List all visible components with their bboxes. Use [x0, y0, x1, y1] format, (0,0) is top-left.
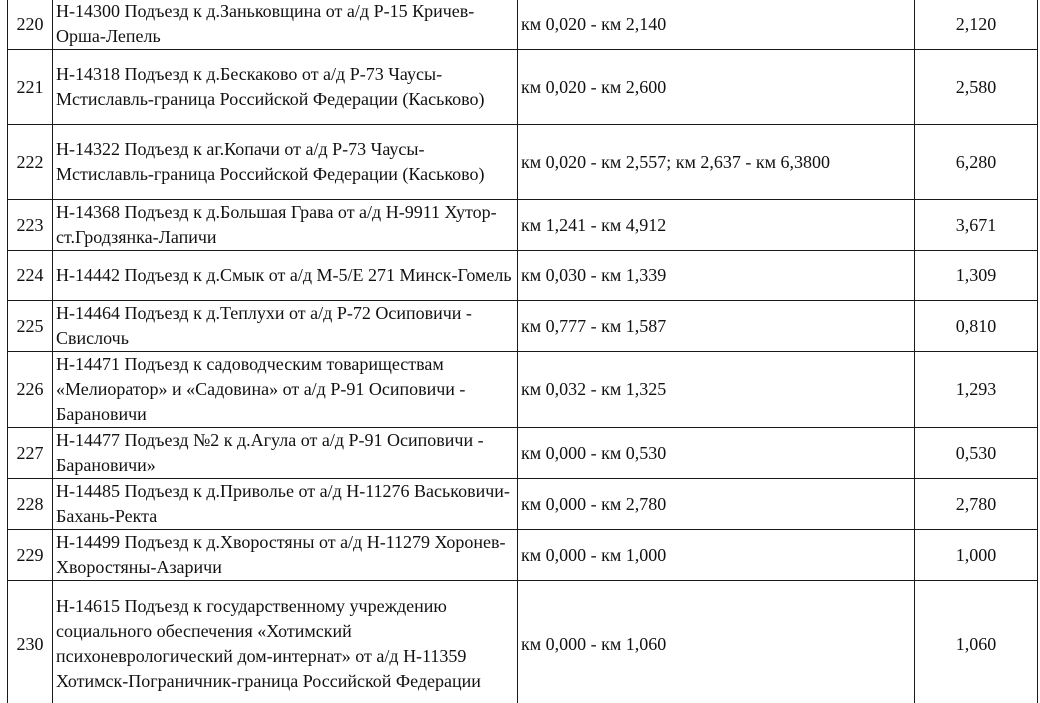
row-number: 222 — [8, 125, 53, 200]
road-length: 1,060 — [915, 581, 1038, 703]
table-row — [8, 428, 1038, 479]
table-row — [8, 479, 1038, 530]
road-length: 3,671 — [915, 200, 1038, 251]
table-row — [8, 251, 1038, 301]
road-name: Н-14300 Подъезд к д.Заньковщина от а/д Р-15 Кричев-Орша-Лепель — [53, 0, 518, 50]
km-range: км 0,777 - км 1,587 — [518, 301, 915, 352]
table-row — [8, 581, 1038, 703]
table-row — [8, 0, 1038, 50]
road-length: 0,530 — [915, 428, 1038, 479]
road-length: 1,309 — [915, 251, 1038, 301]
km-range: км 0,032 - км 1,325 — [518, 352, 915, 428]
road-length: 2,780 — [915, 479, 1038, 530]
roads-table-body — [8, 0, 1038, 703]
road-length: 1,000 — [915, 530, 1038, 581]
row-number: 228 — [8, 479, 53, 530]
road-name: Н-14485 Подъезд к д.Приволье от а/д Н-11276 Васьковичи-Бахань-Ректа — [53, 479, 518, 530]
km-range: км 0,000 - км 1,000 — [518, 530, 915, 581]
road-length: 6,280 — [915, 125, 1038, 200]
road-name: Н-14499 Подъезд к д.Хворостяны от а/д Н-11279 Хоронев-Хворостяны-Азаричи — [53, 530, 518, 581]
road-length: 1,293 — [915, 352, 1038, 428]
row-number: 221 — [8, 50, 53, 125]
row-number: 229 — [8, 530, 53, 581]
km-range: км 0,000 - км 0,530 — [518, 428, 915, 479]
table-row — [8, 352, 1038, 428]
row-number: 227 — [8, 428, 53, 479]
row-number: 223 — [8, 200, 53, 251]
road-name: Н-14318 Подъезд к д.Бескаково от а/д Р-73 Чаусы-Мстиславль-граница Российской Федерации (Каськово) — [53, 50, 518, 125]
row-number: 226 — [8, 352, 53, 428]
road-name: Н-14464 Подъезд к д.Теплухи от а/д Р-72 Осиповичи - Свислочь — [53, 301, 518, 352]
row-number: 230 — [8, 581, 53, 703]
road-length: 2,580 — [915, 50, 1038, 125]
row-number: 224 — [8, 251, 53, 301]
road-name: Н-14477 Подъезд №2 к д.Агула от а/д Р-91 Осиповичи - Барановичи» — [53, 428, 518, 479]
km-range: км 0,020 - км 2,140 — [518, 0, 915, 50]
table-row — [8, 530, 1038, 581]
road-length: 0,810 — [915, 301, 1038, 352]
road-name: Н-14471 Подъезд к садоводческим товариществам «Мелиоратор» и «Садовина» от а/д Р-91 Осиповичи - Барановичи — [53, 352, 518, 428]
row-number: 220 — [8, 0, 53, 50]
table-row — [8, 301, 1038, 352]
km-range: км 0,020 - км 2,557; км 2,637 - км 6,3800 — [518, 125, 915, 200]
km-range: км 0,030 - км 1,339 — [518, 251, 915, 301]
km-range: км 0,000 - км 2,780 — [518, 479, 915, 530]
road-name: Н-14322 Подъезд к аг.Копачи от а/д Р-73 Чаусы-Мстиславль-граница Российской Федерации (Каськово) — [53, 125, 518, 200]
road-length: 2,120 — [915, 0, 1038, 50]
table-row — [8, 50, 1038, 125]
km-range: км 1,241 - км 4,912 — [518, 200, 915, 251]
table-row — [8, 125, 1038, 200]
roads-table — [7, 0, 1038, 703]
km-range: км 0,020 - км 2,600 — [518, 50, 915, 125]
road-name: Н-14442 Подъезд к д.Смык от а/д М-5/Е 271 Минск-Гомель — [53, 251, 518, 301]
table-row — [8, 200, 1038, 251]
road-name: Н-14368 Подъезд к д.Большая Грава от а/д Н-9911 Хутор-ст.Гродзянка-Лапичи — [53, 200, 518, 251]
road-name: Н-14615 Подъезд к государственному учреждению социального обеспечения «Хотимский психоневрологический дом-интернат» от а/д Н-11359 Хотимск-Пограничник-граница Российской Федерации — [53, 581, 518, 703]
row-number: 225 — [8, 301, 53, 352]
km-range: км 0,000 - км 1,060 — [518, 581, 915, 703]
